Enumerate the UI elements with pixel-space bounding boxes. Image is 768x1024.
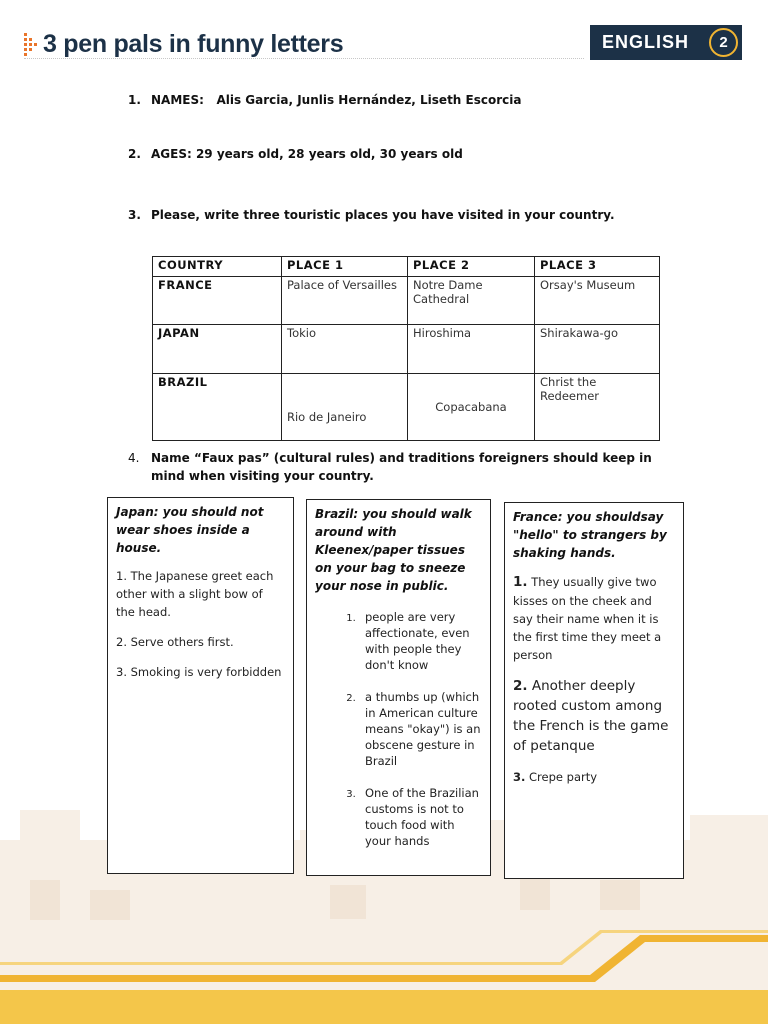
question-number: 1. (128, 93, 141, 107)
table-cell: Hiroshima (408, 325, 535, 374)
item-number: 3. (513, 770, 526, 784)
table-cell: Shirakawa-go (535, 325, 660, 374)
table-row (153, 325, 660, 374)
list-item: 2. Serve others first. (116, 635, 234, 649)
question-text: Name “Faux pas” (cultural rules) and traditions foreigners should keep in mind when visiting your country. (151, 451, 652, 483)
table-cell (282, 374, 408, 441)
item-number: 1. (513, 574, 528, 590)
page-title: 3 pen pals in funny letters (43, 29, 344, 58)
table-cell: Palace of Versailles (282, 277, 408, 325)
title-divider (24, 58, 584, 59)
question-number: 2. (128, 147, 141, 161)
table-header: PLACE 3 (535, 257, 660, 277)
table-header: COUNTRY (153, 257, 282, 277)
cell-text: Copacabana (435, 400, 507, 414)
question-2 (128, 147, 463, 161)
question-4 (128, 449, 668, 485)
table-row (153, 277, 660, 325)
item-text: They usually give two kisses on the cheek and say their name when it is the first time they meet a person (513, 575, 662, 662)
table-row (153, 374, 660, 441)
table-cell-country: BRAZIL (153, 374, 282, 441)
table-cell: Tokio (282, 325, 408, 374)
list-item: 3. Smoking is very forbidden (116, 665, 282, 679)
table-cell-country: JAPAN (153, 325, 282, 374)
table-cell: Christ the Redeemer (535, 374, 660, 441)
box-heading: France: you shouldsay "hello" to strangers by shaking hands. (513, 510, 667, 560)
question-text: Please, write three touristic places you have visited in your country. (151, 208, 615, 222)
japan-box (107, 497, 294, 874)
france-box (504, 502, 684, 879)
item-text: Crepe party (529, 770, 598, 784)
table-header: PLACE 1 (282, 257, 408, 277)
question-1 (128, 93, 521, 107)
badge-number: 2 (709, 28, 738, 57)
course-badge (590, 25, 742, 60)
arrow-dots-icon (22, 30, 40, 58)
brazil-list (315, 609, 482, 849)
table-cell-country: FRANCE (153, 277, 282, 325)
list-item: 1. people are very affectionate, even with people they don't know (359, 609, 482, 673)
table-cell: Orsay's Museum (535, 277, 660, 325)
list-item: 1. The Japanese greet each other with a slight bow of the head. (116, 569, 274, 619)
places-table (152, 256, 660, 441)
cell-text: Rio de Janeiro (287, 410, 367, 424)
badge-label: ENGLISH (602, 32, 690, 52)
brazil-box (306, 499, 491, 876)
question-3 (128, 208, 615, 222)
list-item: 3. One of the Brazilian customs is not to touch food with your hands (359, 785, 482, 849)
question-number: 4. (128, 451, 140, 465)
table-cell (408, 374, 535, 441)
question-text: AGES: 29 years old, 28 years old, 30 years old (151, 147, 463, 161)
box-heading: Japan: you should not wear shoes inside a house. (116, 505, 264, 555)
list-item (513, 768, 675, 786)
table-cell: Notre Dame Cathedral (408, 277, 535, 325)
box-heading: Brazil: you should walk around with Kleenex/paper tissues on your bag to sneeze your nose in public. (315, 507, 472, 593)
question-number: 3. (128, 208, 141, 222)
list-item (513, 572, 675, 664)
table-header-row (153, 257, 660, 277)
list-item: 2. a thumbs up (which in American culture means "okay") is an obscene gesture in Brazil (359, 689, 482, 769)
question-text: NAMES: Alis Garcia, Junlis Hernández, Liseth Escorcia (151, 93, 522, 107)
item-text: Another deeply rooted custom among the French is the game of petanque (513, 678, 669, 754)
table-header: PLACE 2 (408, 257, 535, 277)
item-number: 2. (513, 678, 528, 694)
list-item (513, 676, 675, 756)
page-title-block (22, 26, 343, 62)
